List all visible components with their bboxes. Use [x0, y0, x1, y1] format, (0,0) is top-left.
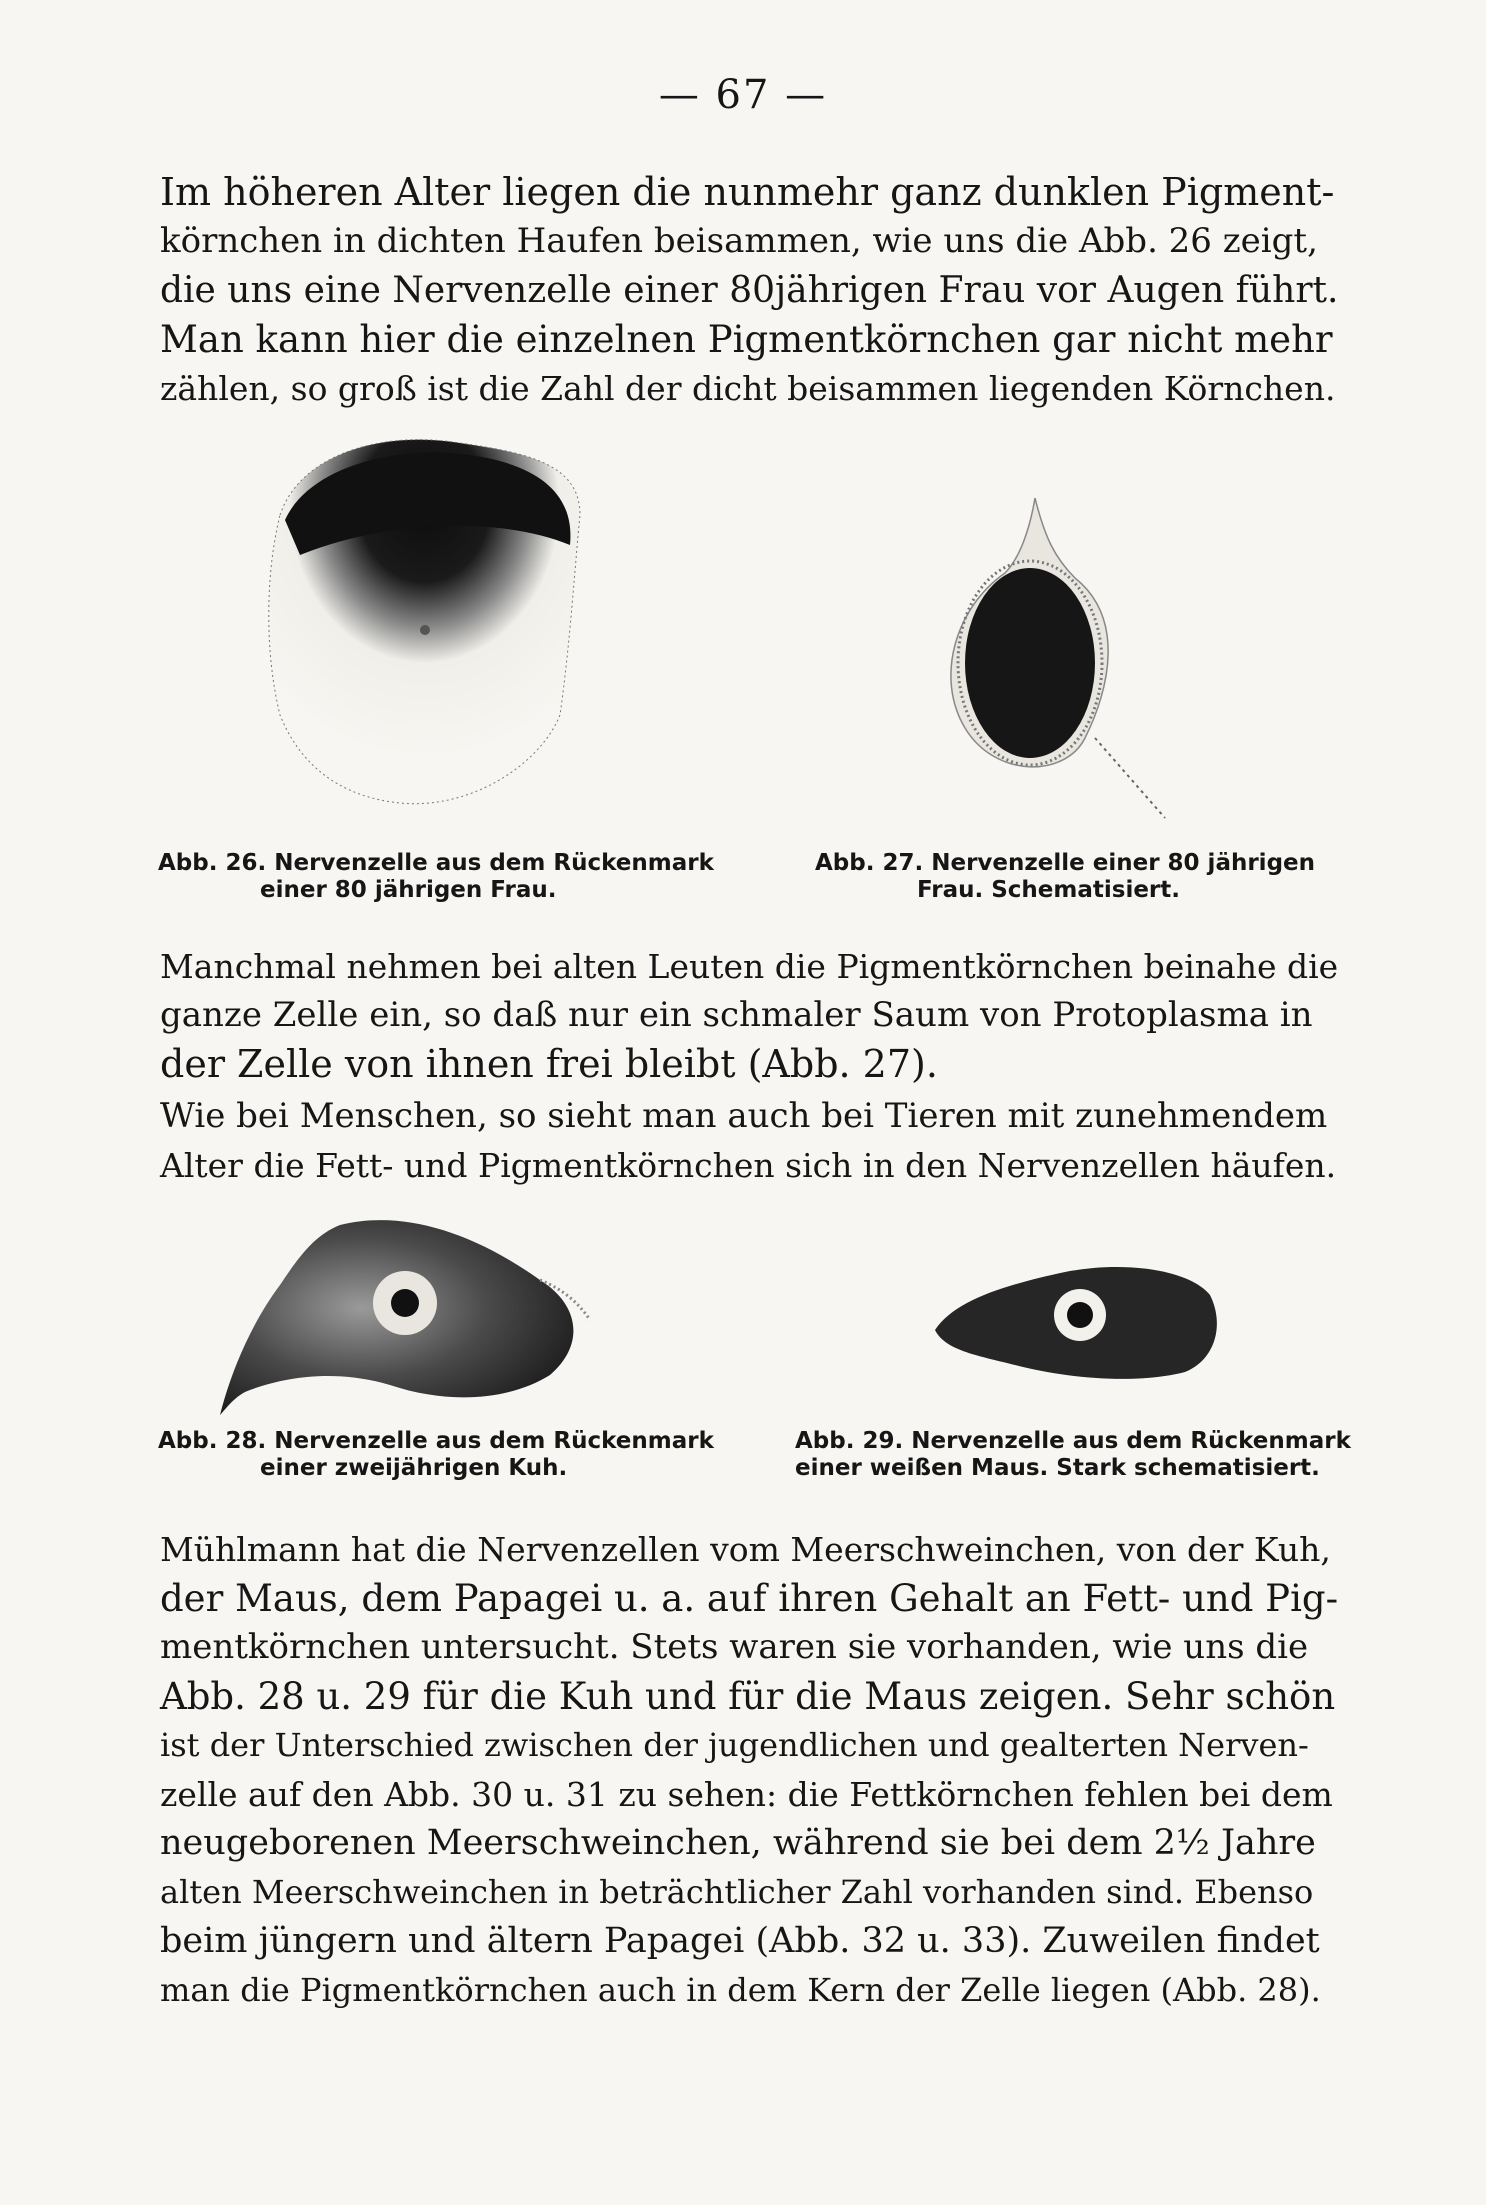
text-line: Man kann hier die einzelnen Pigmentkörnchen gar nicht mehr	[160, 318, 1333, 361]
text-line: der Maus, dem Papagei u. a. auf ihren Gehalt an Fett- und Pig-	[160, 1577, 1339, 1620]
caption-line: Abb. 28. Nervenzelle aus dem Rückenmark	[158, 1428, 714, 1454]
caption-line: Abb. 26. Nervenzelle aus dem Rückenmark	[158, 850, 714, 876]
text-line: Alter die Fett- und Pigmentkörnchen sich in den Nervenzellen häufen.	[160, 1146, 1337, 1185]
paragraph-3	[160, 1092, 1340, 1190]
text-line: körnchen in dichten Haufen beisammen, wie uns die Abb. 26 zeigt,	[160, 221, 1318, 261]
figure-27-schematic-cell	[935, 488, 1215, 828]
caption-line: einer weißen Maus. Stark schematisiert.	[795, 1455, 1320, 1481]
text-line: neugeborenen Meerschweinchen, während sie bei dem 2½ Jahre	[160, 1823, 1316, 1863]
text-line: Im höheren Alter liegen die nunmehr ganz dunklen Pigment-	[160, 170, 1335, 214]
text-line: beim jüngern und ältern Papagei (Abb. 32 u. 33). Zuweilen findet	[160, 1921, 1320, 1961]
text-line: zählen, so groß ist die Zahl der dicht beisammen liegenden Körnchen.	[160, 369, 1336, 408]
text-line: Abb. 28 u. 29 für die Kuh und für die Maus zeigen. Sehr schön	[160, 1675, 1336, 1718]
caption-line: einer 80 jährigen Frau.	[260, 877, 557, 903]
caption-line: Frau. Schematisiert.	[917, 877, 1181, 903]
text-line: ganze Zelle ein, so daß nur ein schmaler Saum von Protoplasma in	[160, 995, 1313, 1035]
text-line: die uns eine Nervenzelle einer 80jährigen Frau vor Augen führt.	[160, 270, 1339, 311]
paragraph-4	[160, 1525, 1340, 2015]
caption-fig-28	[158, 1428, 714, 1482]
caption-fig-26	[158, 850, 714, 904]
text-line: mentkörnchen untersucht. Stets waren sie vorhanden, wie uns die	[160, 1627, 1309, 1667]
text-line: der Zelle von ihnen frei bleibt (Abb. 27).	[160, 1042, 938, 1086]
paragraph-2	[160, 942, 1340, 1089]
caption-line: Abb. 29. Nervenzelle aus dem Rückenmark	[795, 1428, 1351, 1454]
figure-28-cow-nerve-cell	[210, 1205, 610, 1425]
text-line: man die Pigmentkörnchen auch in dem Kern der Zelle liegen (Abb. 28).	[160, 1971, 1321, 2009]
paragraph-1	[160, 168, 1340, 413]
caption-line: Abb. 27. Nervenzelle einer 80 jährigen	[815, 850, 1316, 876]
figure-26-nerve-cell	[240, 425, 600, 825]
text-line: ist der Unterschied zwischen der jugendlichen und gealterten Nerven-	[160, 1726, 1309, 1764]
page-number: — 67 —	[658, 72, 828, 118]
text-line: Mühlmann hat die Nervenzellen vom Meerschweinchen, von der Kuh,	[160, 1530, 1331, 1569]
caption-fig-27	[815, 850, 1315, 904]
figure-29-mouse-nerve-cell	[925, 1260, 1225, 1390]
text-line: alten Meerschweinchen in beträchtlicher Zahl vorhanden sind. Ebenso	[160, 1873, 1314, 1911]
text-line: Manchmal nehmen bei alten Leuten die Pigmentkörnchen beinahe die	[160, 947, 1339, 986]
text-line: Wie bei Menschen, so sieht man auch bei Tieren mit zunehmendem	[160, 1096, 1328, 1136]
caption-fig-29	[795, 1428, 1351, 1482]
caption-line: einer zweijährigen Kuh.	[260, 1455, 568, 1481]
text-line: zelle auf den Abb. 30 u. 31 zu sehen: die Fettkörnchen fehlen bei dem	[160, 1775, 1333, 1814]
